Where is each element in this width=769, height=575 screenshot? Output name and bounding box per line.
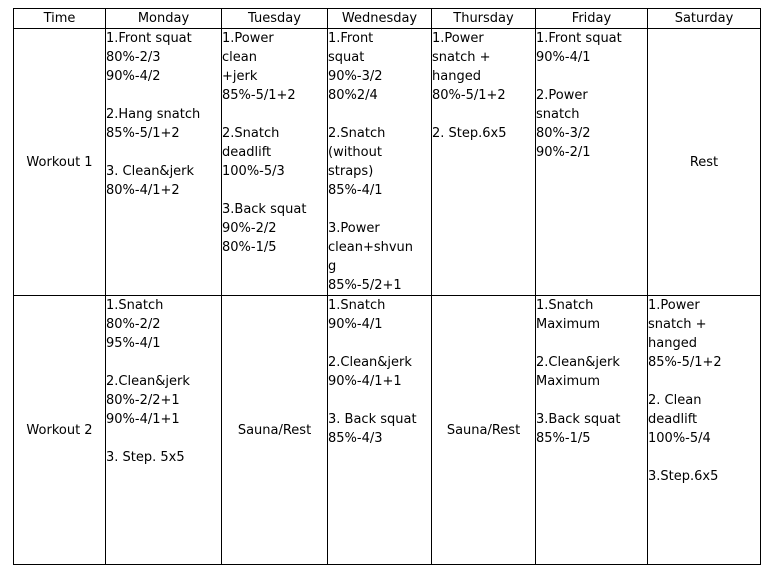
exercise-line: clean+shvun [328, 240, 414, 255]
header-thursday: Thursday [432, 9, 536, 29]
exercise-line: 85%-5/1+2 [106, 126, 180, 141]
exercise-line: 90%-2/1 [536, 145, 591, 160]
exercise-line: 85%-1/5 [536, 431, 591, 446]
workout-1-label: Workout 1 [14, 29, 106, 296]
line-spacer [536, 391, 647, 410]
exercise-line: deadlift [648, 412, 698, 427]
workout-2-label: Workout 2 [14, 296, 106, 565]
exercise-line: 80%2/4 [328, 88, 378, 103]
exercise-line: +jerk [222, 69, 258, 84]
workout-1-wednesday [328, 29, 432, 296]
exercise-line: 2.Snatch [222, 126, 280, 141]
header-wednesday: Wednesday [328, 9, 432, 29]
exercise-line: 85%-5/1+2 [648, 355, 722, 370]
exercise-line: 90%-3/2 [328, 69, 383, 84]
exercise-line: 2.Clean&jerk [106, 374, 190, 389]
line-spacer [106, 429, 221, 448]
exercise-line: 90%-4/1 [328, 317, 383, 332]
workout-1-tuesday [222, 29, 328, 296]
exercise-line: Maximum [536, 374, 601, 389]
exercise-line: 3.Back squat [222, 202, 307, 217]
line-spacer [648, 372, 760, 391]
line-spacer [222, 181, 327, 200]
exercise-line: 3. Back squat [328, 412, 417, 427]
exercise-line: 1.Snatch [328, 298, 386, 313]
exercise-line: g [328, 259, 337, 274]
line-spacer [222, 105, 327, 124]
exercise-line: 1.Power [222, 31, 274, 46]
exercise-line: hanged [648, 336, 697, 351]
header-row [14, 9, 761, 29]
exercise-line: 1.Front squat [536, 31, 622, 46]
header-saturday: Saturday [648, 9, 761, 29]
workout-1-row [14, 29, 761, 296]
exercise-line: 90%-4/1 [536, 50, 591, 65]
exercise-line: 3.Back squat [536, 412, 621, 427]
exercise-line: 1.Snatch [536, 298, 594, 313]
exercise-line: clean [222, 50, 257, 65]
line-spacer [328, 334, 431, 353]
exercise-line: 1.Snatch [106, 298, 164, 313]
header-monday: Monday [106, 9, 222, 29]
header-tuesday: Tuesday [222, 9, 328, 29]
exercise-line: 100%-5/4 [648, 431, 711, 446]
exercise-line: Maximum [536, 317, 601, 332]
exercise-line: snatch + [648, 317, 707, 332]
exercise-line: hanged [432, 69, 481, 84]
exercise-line: squat [328, 50, 365, 65]
line-spacer [648, 448, 760, 467]
workout-2-tuesday: Sauna/Rest [222, 296, 328, 565]
line-spacer [536, 334, 647, 353]
exercise-line: 85%-4/1 [328, 183, 383, 198]
exercise-line: 2.Power [536, 88, 588, 103]
exercise-line: 90%-4/2 [106, 69, 161, 84]
exercise-line: 2.Snatch [328, 126, 386, 141]
line-spacer [432, 105, 535, 124]
exercise-line: 90%-4/1+1 [328, 374, 402, 389]
workout-2-wednesday [328, 296, 432, 565]
line-spacer [328, 391, 431, 410]
exercise-line: 3.Step.6x5 [648, 469, 719, 484]
exercise-line: 1.Power [648, 298, 700, 313]
exercise-line: 80%-2/2+1 [106, 393, 180, 408]
exercise-line: 3.Power [328, 221, 380, 236]
exercise-line: 2. Step.6x5 [432, 126, 507, 141]
exercise-line: 80%-3/2 [536, 126, 591, 141]
exercise-line: 1.Front squat [106, 31, 192, 46]
exercise-line: 90%-4/1+1 [106, 412, 180, 427]
exercise-line: 1.Front [328, 31, 374, 46]
workout-1-thursday [432, 29, 536, 296]
line-spacer [536, 67, 647, 86]
exercise-line: 80%-2/2 [106, 317, 161, 332]
exercise-line: deadlift [222, 145, 272, 160]
workout-1-friday [536, 29, 648, 296]
exercise-line: 1.Power [432, 31, 484, 46]
workout-2-saturday [648, 296, 761, 565]
exercise-line: (without [328, 145, 382, 160]
exercise-line: 80%-5/1+2 [432, 88, 506, 103]
exercise-line: 90%-2/2 [222, 221, 277, 236]
exercise-line: straps) [328, 164, 374, 179]
line-spacer [106, 353, 221, 372]
header-time: Time [14, 9, 106, 29]
workout-2-monday [106, 296, 222, 565]
exercise-line: snatch [536, 107, 580, 122]
exercise-line: 2.Clean&jerk [328, 355, 412, 370]
workout-2-row [14, 296, 761, 565]
workout-1-saturday: Rest [648, 29, 761, 296]
exercise-line: 2.Hang snatch [106, 107, 201, 122]
workout-1-monday [106, 29, 222, 296]
exercise-line: 100%-5/3 [222, 164, 285, 179]
line-spacer [106, 86, 221, 105]
exercise-line: 3. Step. 5x5 [106, 450, 185, 465]
exercise-line: 85%-5/1+2 [222, 88, 296, 103]
exercise-line: 85%-4/3 [328, 431, 383, 446]
workout-2-friday [536, 296, 648, 565]
line-spacer [328, 105, 431, 124]
exercise-line: 80%-2/3 [106, 50, 161, 65]
header-friday: Friday [536, 9, 648, 29]
line-spacer [106, 143, 221, 162]
exercise-line: 95%-4/1 [106, 336, 161, 351]
exercise-line: 2. Clean [648, 393, 702, 408]
exercise-line: 2.Clean&jerk [536, 355, 620, 370]
exercise-line: snatch + [432, 50, 491, 65]
exercise-line: 80%-4/1+2 [106, 183, 180, 198]
workout-schedule-table [13, 8, 761, 565]
workout-2-thursday: Sauna/Rest [432, 296, 536, 565]
exercise-line: 3. Clean&jerk [106, 164, 195, 179]
exercise-line: 85%-5/2+1 [328, 278, 402, 293]
line-spacer [328, 200, 431, 219]
exercise-line: 80%-1/5 [222, 240, 277, 255]
